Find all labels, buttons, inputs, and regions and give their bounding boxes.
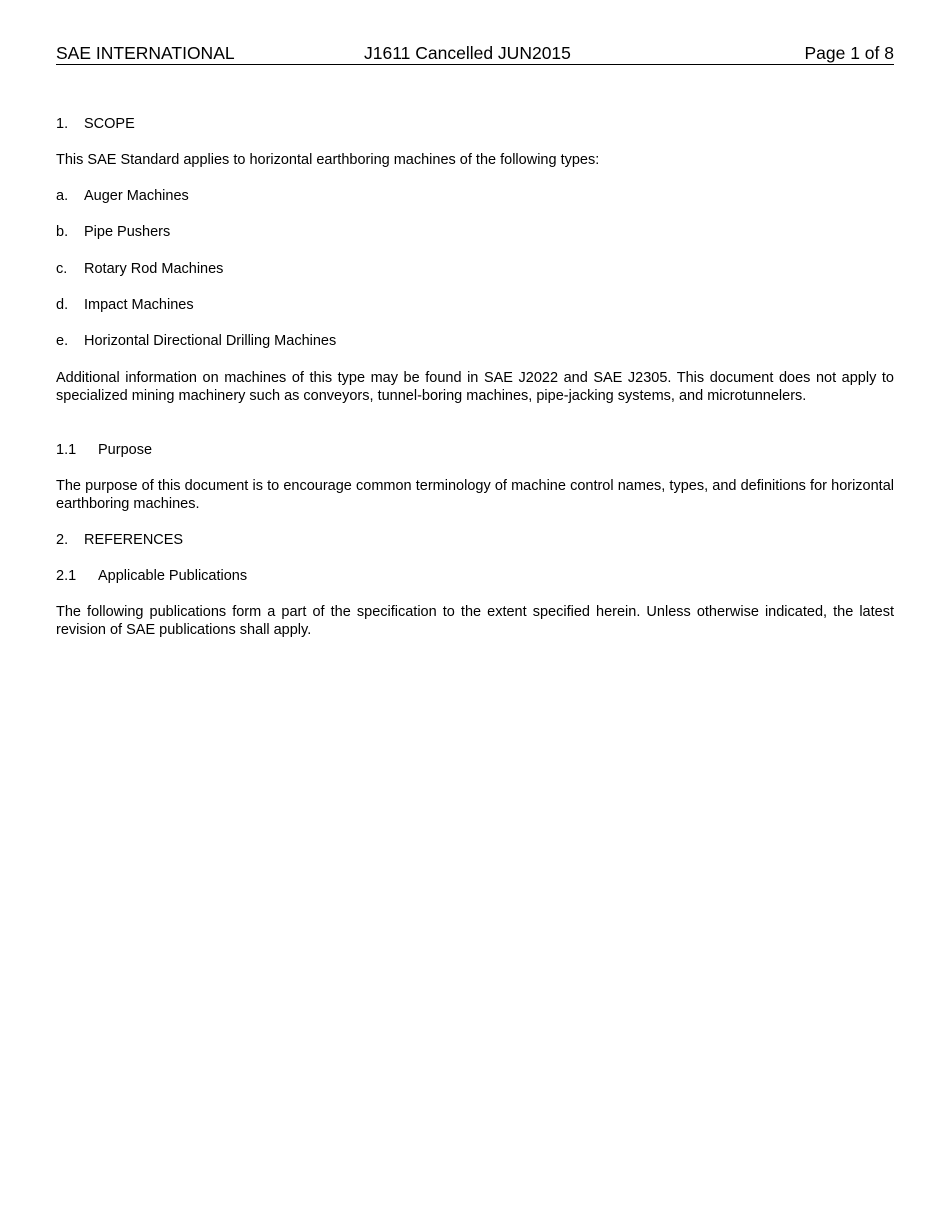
section-title: Purpose — [98, 442, 153, 458]
section-number: 2. — [56, 532, 69, 548]
section-heading-purpose — [56, 442, 894, 460]
page-header — [56, 43, 894, 65]
list-item-letter: d. — [56, 297, 69, 313]
list-item — [56, 224, 894, 242]
section-title: Applicable Publications — [98, 568, 248, 584]
header-document-status: J1611 Cancelled JUN2015 — [364, 43, 571, 63]
list-item-letter: e. — [56, 333, 69, 349]
list-item — [56, 261, 894, 279]
additional-info-paragraph: Additional information on machines of this type may be found in SAE J2022 and SAE J2305. This document does not apply to specialized mining machinery such as conveyors, tunnel-boring machines, pipe-jacking systems, and microtunnelers. — [56, 370, 894, 404]
list-item-letter: a. — [56, 188, 69, 204]
list-item-letter: c. — [56, 261, 68, 277]
list-item-label: Rotary Rod Machines — [84, 261, 224, 277]
list-item-label: Horizontal Directional Drilling Machines — [84, 333, 337, 349]
purpose-paragraph: The purpose of this document is to encourage common terminology of machine control names, types, and definitions for horizontal earthboring machines. — [56, 478, 894, 512]
section-heading-scope — [56, 116, 894, 134]
list-item — [56, 297, 894, 315]
list-item — [56, 188, 894, 206]
list-item-letter: b. — [56, 224, 69, 240]
section-title: REFERENCES — [84, 532, 184, 548]
header-page-number: Page 1 of 8 — [804, 43, 894, 63]
section-heading-references — [56, 532, 894, 550]
section-number: 1.1 — [56, 442, 77, 458]
section-number: 1. — [56, 116, 69, 132]
section-title: SCOPE — [84, 116, 135, 132]
list-item — [56, 333, 894, 351]
list-item-label: Impact Machines — [84, 297, 194, 313]
section-number: 2.1 — [56, 568, 77, 584]
header-organization: SAE INTERNATIONAL — [56, 43, 235, 63]
list-item-label: Auger Machines — [84, 188, 189, 204]
scope-intro-paragraph: This SAE Standard applies to horizontal earthboring machines of the following types: — [56, 152, 600, 168]
list-item-label: Pipe Pushers — [84, 224, 171, 240]
applicable-publications-paragraph: The following publications form a part of the specification to the extent specified herein. Unless otherwise indicated, the latest revision of SAE publications shall apply. — [56, 604, 894, 638]
section-heading-applicable-publications — [56, 568, 894, 586]
